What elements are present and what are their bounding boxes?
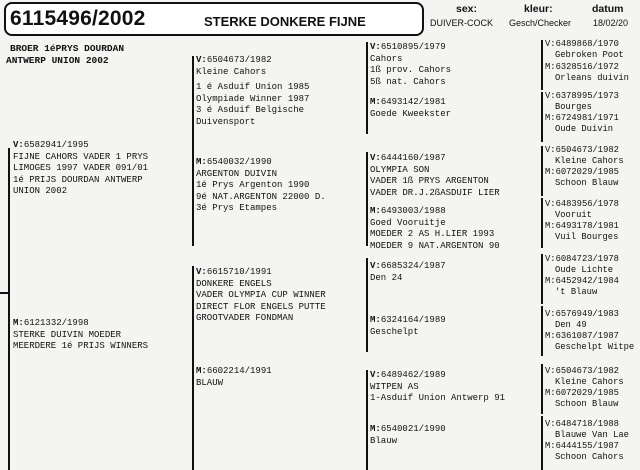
pigeon-note: 3é Prys Etampes bbox=[196, 203, 278, 213]
pigeon-ring: 6493142/1981 bbox=[380, 97, 446, 107]
tree-line bbox=[541, 364, 543, 414]
pigeon-note: 1ß prov. Cahors bbox=[370, 65, 452, 75]
gen3-pigeon bbox=[370, 370, 505, 405]
pigeon-ring: 6582941/1995 bbox=[23, 140, 89, 150]
gen3-pigeon bbox=[370, 315, 446, 338]
pigeon-ring: 6072029/1985 bbox=[555, 167, 619, 177]
gen4-pigeon bbox=[545, 276, 619, 297]
pigeon-ring: 6493178/1981 bbox=[555, 221, 619, 231]
pigeon-tag: V: bbox=[370, 370, 381, 380]
tree-line bbox=[541, 40, 543, 90]
pigeon-note: VADER OLYMPIA CUP WINNER bbox=[196, 290, 326, 300]
pigeon-name: 't Blauw bbox=[555, 286, 598, 297]
pigeon-note: LIMOGES 1997 VADER 091/01 bbox=[13, 163, 149, 173]
pigeon-name: Den 49 bbox=[555, 319, 587, 330]
subject-note: ANTWERP UNION 2002 bbox=[6, 55, 109, 66]
pigeon-note: FIJNE CAHORS VADER 1 PRYS bbox=[13, 151, 149, 162]
pigeon-name: Vooruit bbox=[555, 209, 592, 220]
gen4-pigeon bbox=[545, 199, 619, 220]
pigeon-name: Schoon Cahors bbox=[555, 451, 624, 462]
pigeon-note: Goed Vooruitje bbox=[370, 217, 446, 228]
gen3-pigeon bbox=[370, 424, 446, 447]
pigeon-name: Bourges bbox=[555, 101, 592, 112]
pigeon-ring: 6602214/1991 bbox=[206, 366, 272, 376]
gen4-pigeon bbox=[545, 366, 624, 387]
pigeon-note: BLAUW bbox=[196, 377, 224, 388]
pigeon-tag: V: bbox=[545, 419, 556, 429]
pigeon-tag: M: bbox=[545, 276, 556, 286]
sex-label: sex: bbox=[456, 3, 478, 15]
pigeon-note: 1 é Asduif Union 1985 bbox=[196, 82, 310, 92]
pigeon-ring: 6504673/1982 bbox=[206, 55, 272, 65]
gen3-pigeon bbox=[370, 97, 451, 120]
pigeon-ring: 6724981/1971 bbox=[555, 113, 619, 123]
pigeon-note: MOEDER 2 AS H.LIER 1993 bbox=[370, 229, 495, 239]
pigeon-tag: M: bbox=[545, 221, 556, 231]
pigeon-note: ARGENTON DUIVIN bbox=[196, 168, 278, 179]
pigeon-name: Vuil Bourges bbox=[555, 231, 619, 242]
gen2-dam-dam bbox=[196, 366, 272, 389]
gen3-pigeon bbox=[370, 42, 451, 88]
pigeon-tag: M: bbox=[545, 331, 556, 341]
pigeon-tag: V: bbox=[370, 261, 381, 271]
pigeon-note: Den 24 bbox=[370, 272, 403, 283]
pigeon-ring: 6483956/1978 bbox=[555, 199, 619, 209]
pigeon-note: GROOTVADER FONDMAN bbox=[196, 313, 294, 323]
tree-line bbox=[192, 266, 194, 470]
pigeon-ring: 6072029/1985 bbox=[555, 388, 619, 398]
gen4-pigeon bbox=[545, 419, 629, 440]
pigeon-ring: 6540021/1990 bbox=[380, 424, 446, 434]
subject-name: STERKE DONKERE FIJNE bbox=[204, 14, 366, 29]
pigeon-name: Schoon Blauw bbox=[555, 177, 619, 188]
gen4-pigeon bbox=[545, 388, 619, 409]
pigeon-tag: M: bbox=[196, 366, 207, 376]
gen4-pigeon bbox=[545, 91, 619, 112]
pigeon-ring: 6444160/1987 bbox=[380, 153, 446, 163]
gen4-pigeon bbox=[545, 331, 634, 352]
color-label: kleur: bbox=[524, 3, 553, 15]
pigeon-note: 5ß nat. Cahors bbox=[370, 76, 446, 87]
sex-value: DUIVER-COCK bbox=[430, 18, 494, 28]
pigeon-tag: V: bbox=[545, 39, 556, 49]
date-label: datum bbox=[592, 3, 624, 15]
pigeon-ring: 6493003/1988 bbox=[380, 206, 446, 216]
pigeon-tag: M: bbox=[370, 97, 381, 107]
pigeon-ring: 6328516/1972 bbox=[555, 62, 619, 72]
pigeon-ring: 6444155/1987 bbox=[555, 441, 619, 451]
pigeon-ring: 6489868/1970 bbox=[555, 39, 619, 49]
pigeon-ring: 6504673/1982 bbox=[555, 366, 619, 376]
tree-line bbox=[366, 370, 368, 470]
pigeon-ring: 6510895/1979 bbox=[380, 42, 446, 52]
gen3-pigeon bbox=[370, 261, 446, 284]
pigeon-tag: M: bbox=[545, 167, 556, 177]
pigeon-name: Gebroken Poot bbox=[555, 49, 624, 60]
pigeon-note: STERKE DUIVIN MOEDER bbox=[13, 329, 122, 340]
gen4-pigeon bbox=[545, 113, 619, 134]
pigeon-ring: 6540032/1990 bbox=[206, 157, 272, 167]
pigeon-tag: M: bbox=[545, 62, 556, 72]
pigeon-ring: 6121332/1998 bbox=[23, 318, 89, 328]
tree-line bbox=[541, 306, 543, 356]
pigeon-tag: M: bbox=[370, 315, 381, 325]
pigeon-note: 9é NAT.ARGENTON 22000 D. bbox=[196, 191, 326, 202]
pigeon-ring: 6489462/1989 bbox=[380, 370, 446, 380]
pigeon-ring: 6324164/1989 bbox=[380, 315, 446, 325]
pigeon-tag: V: bbox=[545, 91, 556, 101]
gen1-sire bbox=[13, 140, 188, 198]
gen1-dam bbox=[13, 318, 188, 353]
pigeon-note: Olympiade Winner 1987 bbox=[196, 93, 310, 104]
pigeon-ring: 6452942/1984 bbox=[555, 276, 619, 286]
pigeon-note: Cahors bbox=[370, 53, 403, 64]
pigeon-ring: 6378995/1973 bbox=[555, 91, 619, 101]
gen4-pigeon bbox=[545, 441, 624, 462]
pigeon-ring: 6361087/1987 bbox=[555, 331, 619, 341]
pigeon-ring: 6084723/1978 bbox=[555, 254, 619, 264]
pigeon-name: Geschelpt Witpe bbox=[555, 341, 635, 352]
pigeon-note: 1é PRIJS DOURDAN ANTWERP bbox=[13, 174, 143, 185]
tree-line bbox=[541, 198, 543, 248]
pigeon-note: 3 é Asduif Belgische bbox=[196, 105, 305, 115]
pigeon-tag: V: bbox=[545, 366, 556, 376]
pigeon-name: Oude Lichte bbox=[555, 264, 614, 275]
date-value: 18/02/20 bbox=[593, 18, 629, 28]
pigeon-note: WITPEN AS bbox=[370, 381, 419, 392]
tree-line bbox=[541, 416, 543, 470]
pigeon-note: MEERDERE 1é PRIJS WINNERS bbox=[13, 341, 149, 351]
pigeon-ring: 6685324/1987 bbox=[380, 261, 446, 271]
pigeon-tag: V: bbox=[545, 254, 556, 264]
pigeon-note: DIRECT FLOR ENGELS PUTTE bbox=[196, 301, 326, 312]
pigeon-tag: M: bbox=[13, 318, 24, 328]
pigeon-tag: M: bbox=[196, 157, 207, 167]
pigeon-name: Schoon Blauw bbox=[555, 398, 619, 409]
pigeon-tag: M: bbox=[370, 424, 381, 434]
pigeon-name: Blauwe Van Lae bbox=[555, 429, 629, 440]
pigeon-tag: V: bbox=[370, 153, 381, 163]
gen2-sire-sire bbox=[196, 55, 309, 128]
tree-line bbox=[541, 254, 543, 304]
tree-line bbox=[541, 146, 543, 196]
pigeon-note: Duivensport bbox=[196, 116, 256, 127]
tree-line bbox=[8, 148, 10, 470]
pigeon-tag: M: bbox=[545, 441, 556, 451]
pigeon-tag: V: bbox=[370, 42, 381, 52]
subject-note: BROER 1éPRYS DOURDAN bbox=[10, 43, 125, 54]
gen4-pigeon bbox=[545, 309, 619, 330]
pigeon-note: UNION 2002 bbox=[13, 186, 68, 196]
gen4-pigeon bbox=[545, 254, 619, 275]
tree-line bbox=[541, 92, 543, 142]
tree-line bbox=[366, 42, 368, 134]
pigeon-name: Oude Duivin bbox=[555, 123, 614, 134]
pigeon-tag: M: bbox=[370, 206, 381, 216]
pigeon-tag: V: bbox=[196, 267, 207, 277]
pigeon-note: Blauw bbox=[370, 435, 398, 446]
gen4-pigeon bbox=[545, 62, 629, 83]
pigeon-name: Orleans duivin bbox=[555, 72, 629, 83]
pigeon-tag: M: bbox=[545, 388, 556, 398]
gen4-pigeon bbox=[545, 39, 624, 60]
pigeon-name: Kleine Cahors bbox=[555, 376, 624, 387]
pigeon-tag: V: bbox=[196, 55, 207, 65]
pigeon-name: Kleine Cahors bbox=[555, 155, 624, 166]
pigeon-note: Kleine Cahors bbox=[196, 66, 267, 77]
pigeon-note: OLYMPIA SON bbox=[370, 164, 430, 175]
pigeon-ring: 6484718/1988 bbox=[555, 419, 619, 429]
pigeon-tag: V: bbox=[545, 309, 556, 319]
pigeon-note: 1-Asduif Union Antwerp 91 bbox=[370, 393, 506, 403]
tree-line bbox=[366, 152, 368, 246]
pigeon-note: VADER DR.J.2ßASDUIF LIER bbox=[370, 187, 500, 198]
pigeon-ring: 6615710/1991 bbox=[206, 267, 272, 277]
gen4-pigeon bbox=[545, 145, 624, 166]
gen3-pigeon bbox=[370, 153, 500, 199]
pigeon-note: DONKERE ENGELS bbox=[196, 278, 272, 289]
gen3-pigeon bbox=[370, 206, 500, 252]
subject-ring-number: 6115496/2002 bbox=[10, 7, 146, 30]
gen4-pigeon bbox=[545, 221, 619, 242]
pigeon-note: VADER 1ß PRYS ARGENTON bbox=[370, 176, 489, 186]
pigeon-note: MOEDER 9 NAT.ARGENTON 90 bbox=[370, 240, 500, 251]
pigeon-tag: M: bbox=[545, 113, 556, 123]
gen4-pigeon bbox=[545, 167, 619, 188]
pigeon-note: Goede Kweekster bbox=[370, 108, 452, 119]
tree-line bbox=[366, 258, 368, 352]
pigeon-tag: V: bbox=[545, 145, 556, 155]
pigeon-tag: V: bbox=[13, 140, 24, 150]
pigeon-note: Geschelpt bbox=[370, 326, 419, 337]
gen2-sire-dam bbox=[196, 157, 326, 215]
pigeon-ring: 6576949/1983 bbox=[555, 309, 619, 319]
tree-line bbox=[0, 292, 10, 294]
pigeon-tag: V: bbox=[545, 199, 556, 209]
pigeon-note: 1é Prys Argenton 1990 bbox=[196, 180, 310, 190]
tree-line bbox=[192, 56, 194, 246]
gen2-dam-sire bbox=[196, 267, 326, 325]
pigeon-ring: 6504673/1982 bbox=[555, 145, 619, 155]
color-value: Gesch/Checker bbox=[509, 18, 572, 28]
